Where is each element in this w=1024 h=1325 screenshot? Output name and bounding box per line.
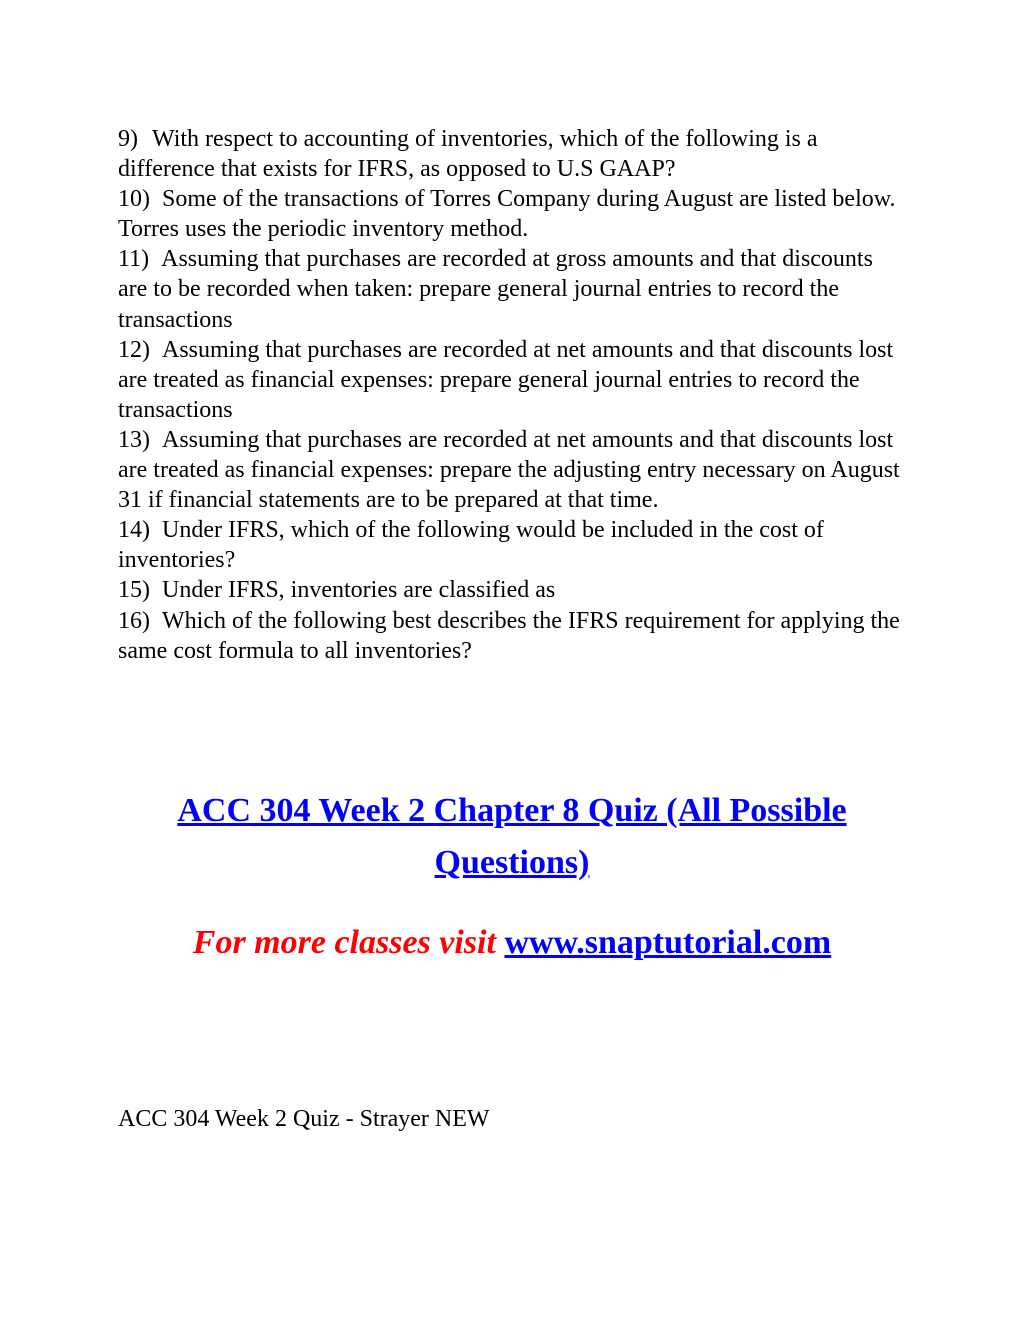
question-9 [118, 124, 908, 184]
question-number: 13) [118, 426, 150, 453]
question-text: Under IFRS, inventories are classified as [162, 577, 556, 604]
question-14 [118, 515, 908, 575]
question-text: Assuming that purchases are recorded at net amounts and that discounts lost are treated as financial expenses: prepare the adjusting entry necessary on August 31 if financial statements are to be prepared at that time. [118, 426, 900, 514]
question-number: 15) [118, 577, 150, 604]
question-number: 9) [118, 126, 138, 152]
promo-text: For more classes visit [192, 924, 496, 961]
promo-line [0, 917, 1024, 969]
question-number: 12) [118, 336, 150, 363]
question-number: 10) [118, 186, 150, 213]
question-list [118, 124, 908, 666]
website-link[interactable]: www.snaptutorial.com [504, 924, 832, 961]
question-15 [118, 575, 908, 605]
next-section-title: ACC 304 Week 2 Quiz - Strayer NEW [118, 1106, 490, 1132]
question-13 [118, 425, 908, 515]
question-number: 11) [118, 246, 150, 273]
question-16 [118, 606, 908, 666]
question-text: Some of the transactions of Torres Company during August are listed below. Torres uses the periodic inventory method. [118, 186, 896, 243]
question-10 [118, 184, 908, 244]
question-text: Assuming that purchases are recorded at net amounts and that discounts lost are treated as financial expenses: prepare general journal entries to record the transactions [118, 336, 894, 423]
question-text: With respect to accounting of inventories, which of the following is a difference that exists for IFRS, as opposed to U.S GAAP? [118, 126, 818, 183]
question-11 [118, 244, 908, 334]
question-text: Which of the following best describes the IFRS requirement for applying the same cost formula to all inventories? [118, 607, 900, 664]
quiz-heading-link[interactable]: ACC 304 Week 2 Chapter 8 Quiz (All Possible Questions) [177, 792, 847, 881]
question-text: Under IFRS, which of the following would be included in the cost of inventories? [118, 517, 824, 574]
question-12 [118, 335, 908, 425]
question-number: 14) [118, 517, 150, 544]
question-text: Assuming that purchases are recorded at gross amounts and that discounts are to be recorded when taken: prepare general journal entries to record the transactions [118, 246, 873, 333]
question-number: 16) [118, 607, 150, 634]
